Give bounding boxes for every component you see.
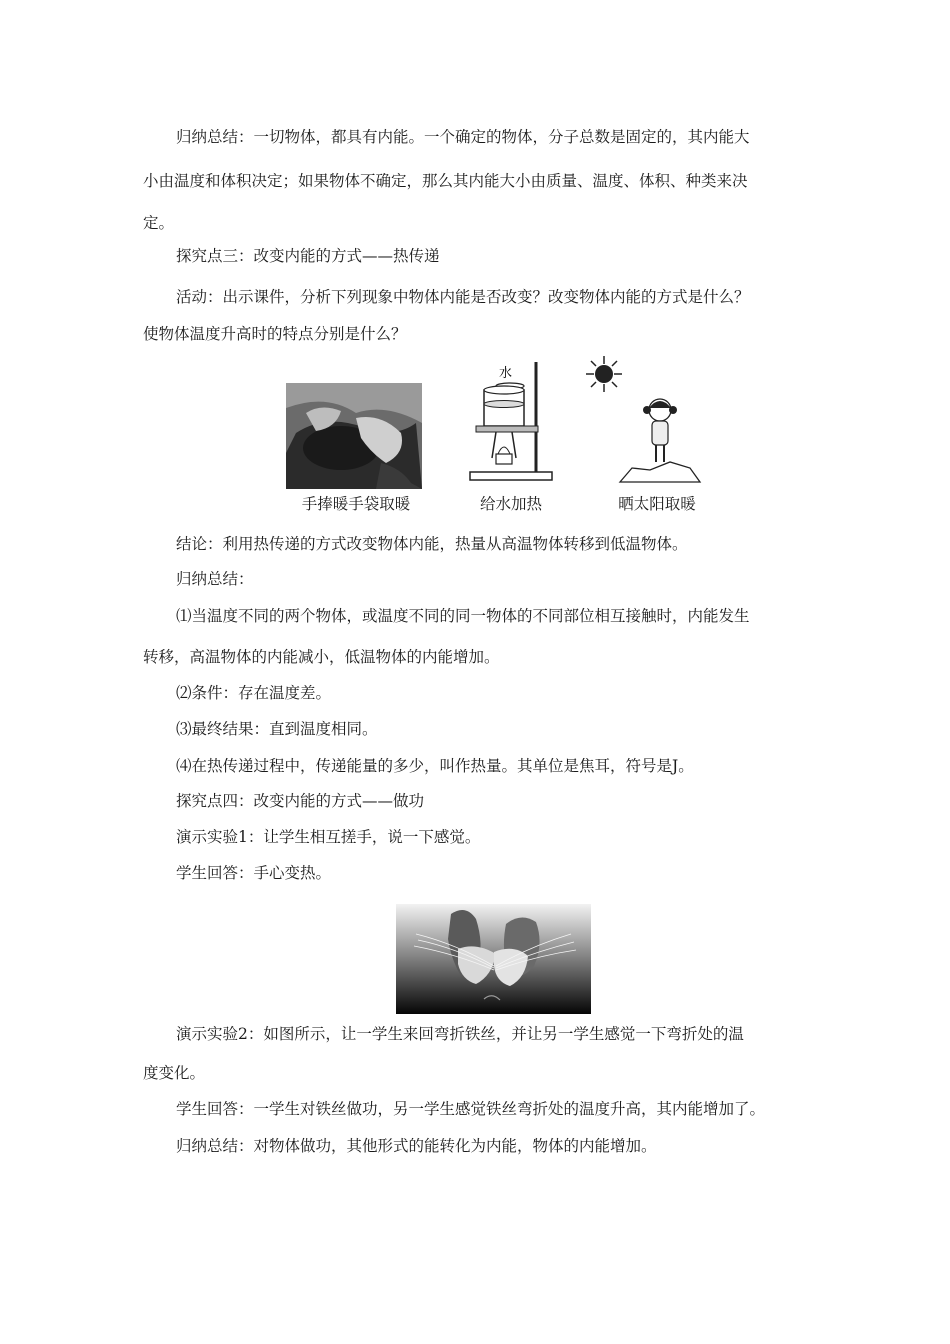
summary-line-2: 小由温度和体积决定；如果物体不确定，那么其内能大小由质量、温度、体积、种类来决 — [143, 172, 748, 190]
point-1-line-1: ⑴当温度不同的两个物体，或温度不同的同一物体的不同部位相互接触时，内能发生 — [176, 607, 750, 625]
summary-line-1: 归纳总结：一切物体，都具有内能。一个确定的物体，分子总数是固定的，其内能大 — [176, 128, 750, 146]
final-summary: 归纳总结：对物体做功，其他形式的能转化为内能，物体的内能增加。 — [176, 1137, 657, 1155]
section-heading-3: 探究点三：改变内能的方式——热传递 — [176, 247, 440, 265]
student-answer-2: 学生回答：一学生对铁丝做功，另一学生感觉铁丝弯折处的温度升高，其内能增加了。 — [176, 1100, 766, 1118]
experiment-2-line-1: 演示实验2：如图所示，让一学生来回弯折铁丝，并让另一学生感觉一下弯折处的温 — [176, 1025, 744, 1043]
summary-line-3: 定。 — [143, 214, 175, 232]
experiment-2-line-2: 度变化。 — [143, 1064, 206, 1082]
point-2: ⑵条件：存在温度差。 — [176, 684, 332, 702]
caption-water-heating: 给水加热 — [479, 495, 542, 513]
conclusion-line: 结论：利用热传递的方式改变物体内能，热量从高温物体转移到低温物体。 — [176, 535, 688, 553]
activity-line-1: 活动：出示课件，分析下列现象中物体内能是否改变？改变物体内能的方式是什么？ — [176, 288, 750, 306]
water-label: 水 — [499, 366, 513, 381]
caption-sunbathing: 晒太阳取暖 — [618, 495, 696, 513]
water-heating-diagram — [466, 358, 556, 490]
section-heading-4: 探究点四：改变内能的方式——做功 — [176, 792, 425, 810]
point-3: ⑶最终结果：直到温度相同。 — [176, 720, 378, 738]
caption-hand-warmer: 手捧暖手袋取暖 — [301, 495, 411, 513]
point-1-line-2: 转移，高温物体的内能减小，低温物体的内能增加。 — [143, 648, 500, 666]
activity-line-2: 使物体温度升高时的特点分别是什么？ — [143, 325, 407, 343]
experiment-1: 演示实验1：让学生相互搓手，说一下感觉。 — [176, 828, 481, 846]
student-answer-1: 学生回答：手心变热。 — [176, 864, 332, 882]
hand-warmer-photo — [286, 383, 422, 489]
summary-heading-2: 归纳总结： — [176, 570, 254, 588]
bending-wire-photo — [396, 904, 591, 1014]
sunbathing-illustration — [580, 350, 705, 492]
point-4: ⑷在热传递过程中，传递能量的多少，叫作热量。其单位是焦耳，符号是J。 — [176, 757, 694, 775]
